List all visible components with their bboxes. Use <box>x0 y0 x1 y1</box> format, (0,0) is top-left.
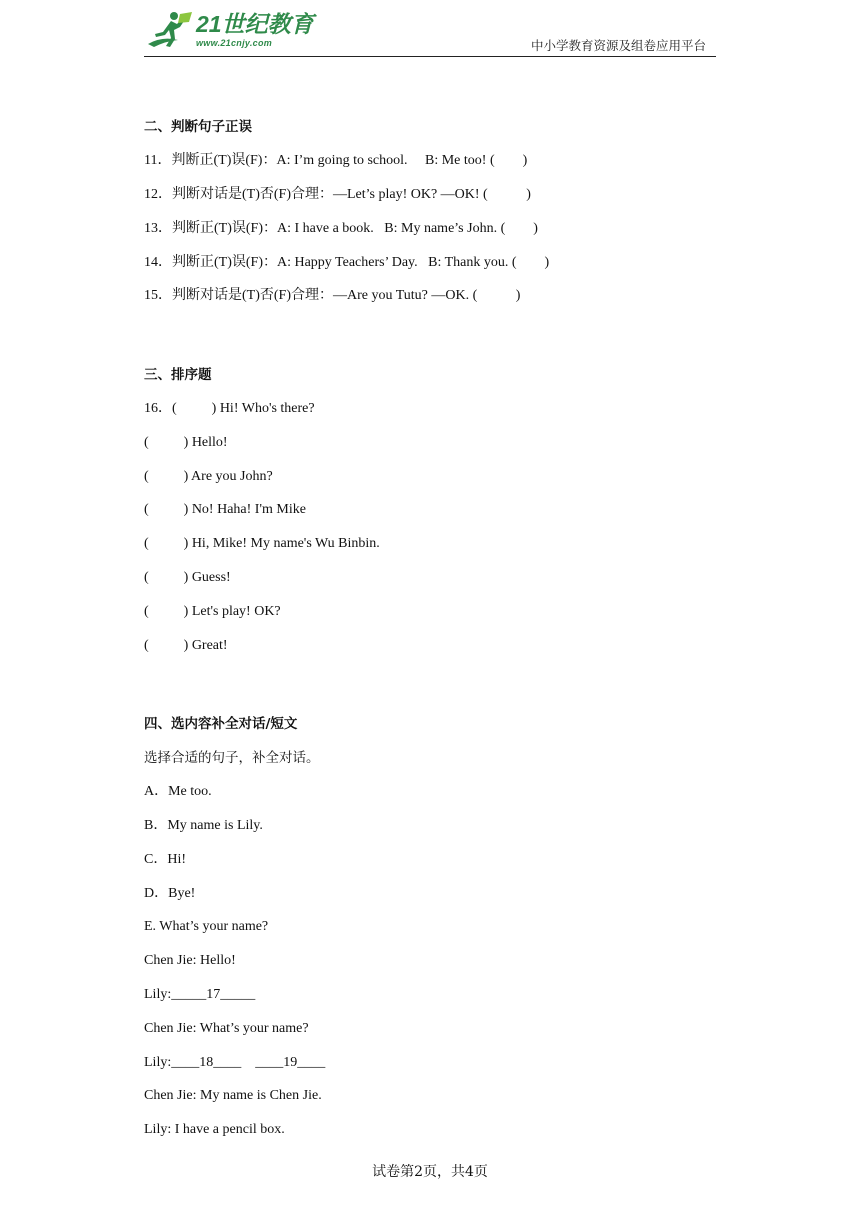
blank-17: _____17_____ <box>171 987 256 1002</box>
option-c: C．Hi! <box>144 852 186 867</box>
option-e: E. What’s your name? <box>144 919 269 934</box>
order-item: 16．( ) Hi! Who's there? <box>144 401 315 416</box>
question-14: 14．判断正(T)误(F)：A: Happy Teachers’ Day. B: Thank you. ( ) <box>144 255 550 270</box>
question-15: 15．判断对话是(T)否(F)合理：—Are you Tutu? —OK. ( ) <box>144 288 521 303</box>
blank-19: ____19____ <box>255 1055 326 1070</box>
question-13: 13．判断正(T)误(F)：A: I have a book. B: My name’s John. ( ) <box>144 221 538 236</box>
order-item: ( ) Hi, Mike! My name's Wu Binbin. <box>144 536 380 551</box>
platform-name: 中小学教育资源及组卷应用平台 <box>530 38 706 53</box>
page-footer: 试卷第2页，共4页 <box>372 1164 488 1180</box>
section-title: 四、选内容补全对话/短文 <box>144 716 298 732</box>
order-item: ( ) Are you John? <box>144 469 273 484</box>
dialogue-line <box>144 986 255 1004</box>
dialogue-line: Chen Jie: Hello! <box>144 953 236 968</box>
runner-logo-icon <box>144 10 196 52</box>
logo-title: 21世纪教育 <box>196 11 314 37</box>
section-title: 二、判断句子正误 <box>144 119 252 135</box>
option-b: B．My name is Lily. <box>144 818 263 833</box>
option-d: D．Bye! <box>144 886 196 901</box>
order-item: ( ) Let's play! OK? <box>144 604 281 619</box>
blank-18: ____18____ <box>171 1055 242 1070</box>
dialogue-line: Lily: I have a pencil box. <box>144 1122 285 1137</box>
question-11: 11．判断正(T)误(F)：A: I’m going to school. B: Me too! ( ) <box>144 153 528 168</box>
section-title: 三、排序题 <box>144 367 212 383</box>
instruction: 选择合适的句子，补全对话。 <box>144 750 320 766</box>
order-item: ( ) No! Haha! I'm Mike <box>144 502 306 517</box>
order-item: ( ) Great! <box>144 638 228 653</box>
speaker: Lily: <box>144 987 172 1002</box>
logo <box>144 10 314 52</box>
logo-url: www.21cnjy.com <box>196 38 273 48</box>
dialogue-line <box>144 1054 325 1072</box>
speaker: Lily: <box>144 1055 172 1070</box>
option-a: A．Me too. <box>144 784 212 799</box>
order-item: ( ) Hello! <box>144 435 228 450</box>
question-12: 12．判断对话是(T)否(F)合理：—Let’s play! OK? —OK! ( ) <box>144 187 531 202</box>
dialogue-line: Chen Jie: What’s your name? <box>144 1021 309 1036</box>
order-item: ( ) Guess! <box>144 570 231 585</box>
dialogue-line: Chen Jie: My name is Chen Jie. <box>144 1088 322 1103</box>
page-header <box>144 10 716 57</box>
